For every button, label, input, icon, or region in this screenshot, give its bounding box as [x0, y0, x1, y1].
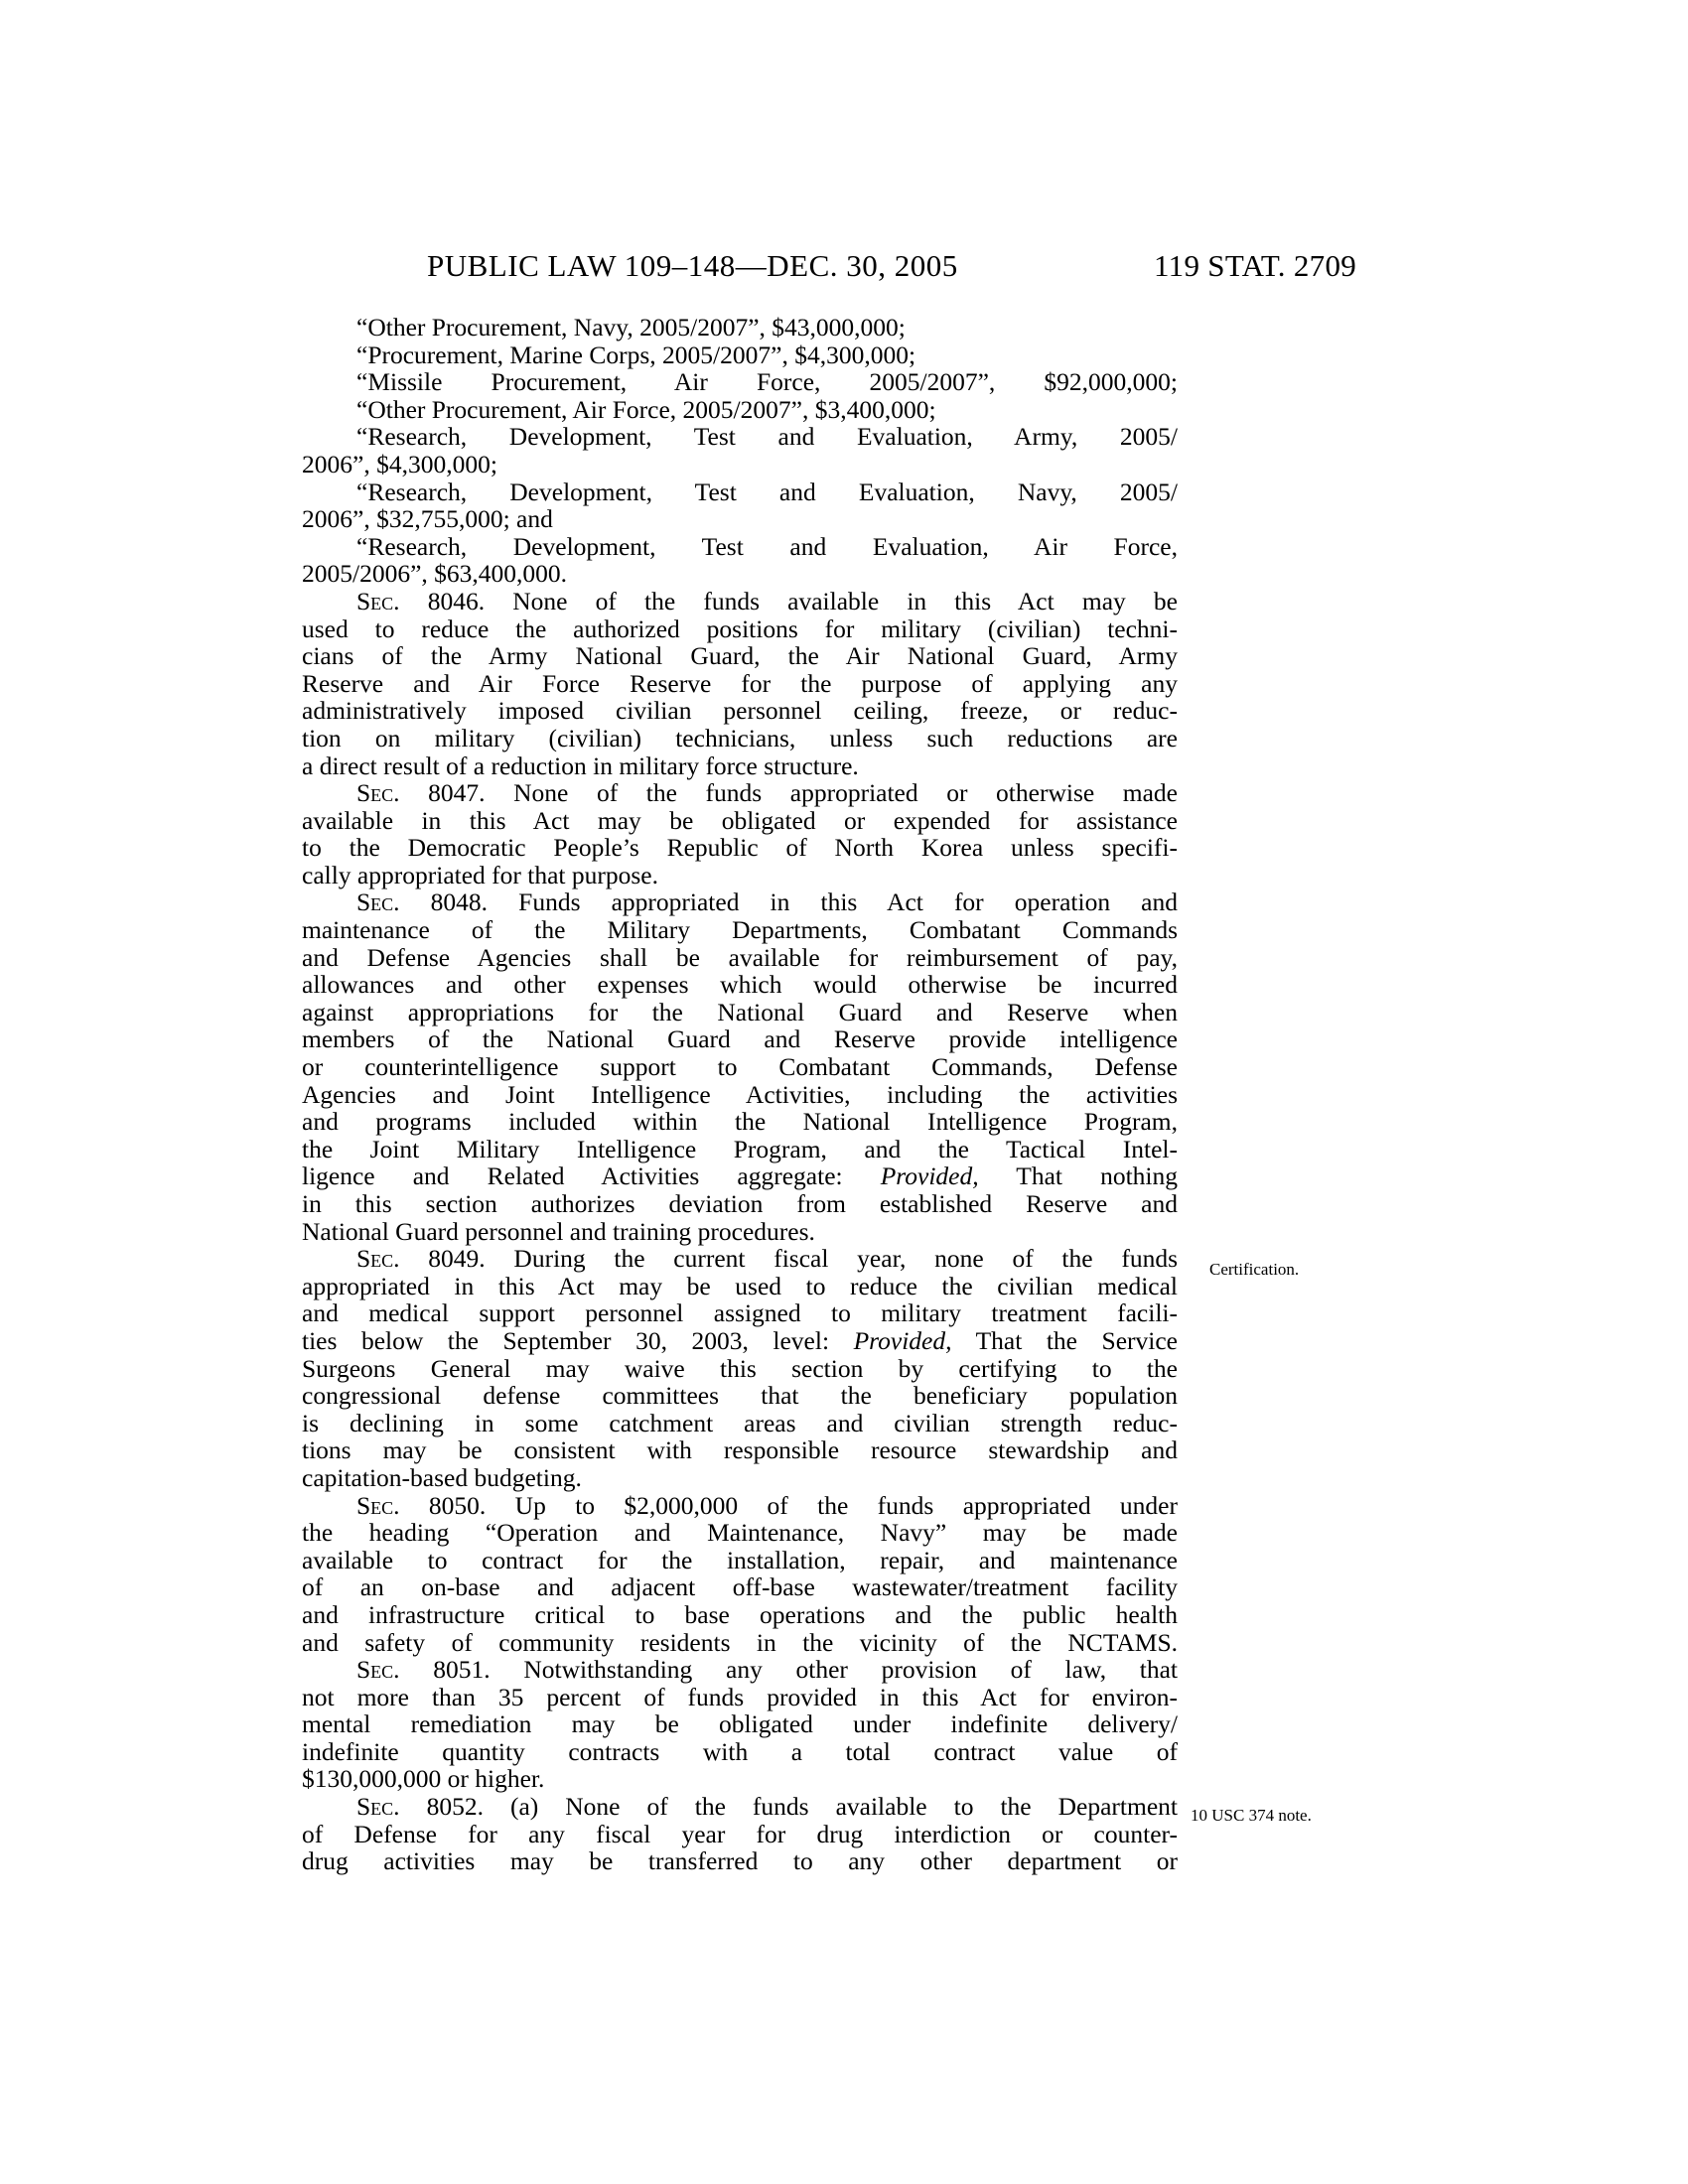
text-line [302, 1108, 1178, 1136]
line-text: members of the National Guard and Reserve provide intelligence [302, 1024, 1178, 1054]
line-text: “Research, Development, Test and Evaluation, Navy, 2005/ [356, 477, 1178, 506]
text-line [302, 341, 1178, 369]
proviso-italic: Provided, [880, 1161, 979, 1191]
text-line [302, 1519, 1178, 1547]
running-header [0, 248, 1688, 292]
line-text: congressional defense committees that the beneficiary population [302, 1381, 1178, 1411]
text-line [302, 368, 1178, 396]
text-line [302, 888, 1178, 916]
text-line [302, 807, 1178, 835]
line-text: 8050. Up to $2,000,000 of the funds appropriated under [399, 1490, 1178, 1520]
line-text: available to contract for the installation, repair, and maintenance [302, 1545, 1178, 1574]
text-line [302, 1190, 1178, 1218]
text-line [302, 1710, 1178, 1738]
line-text: and programs included within the National Intelligence Program, [302, 1107, 1178, 1137]
text-line [302, 999, 1178, 1026]
line-text: 2006”, $32,755,000; and [302, 504, 553, 534]
text-line [302, 451, 1178, 478]
line-text: “Other Procurement, Navy, 2005/2007”, $43,000,000; [356, 313, 906, 341]
line-text: and infrastructure critical to base operations and the public health [302, 1599, 1178, 1629]
section-label: Sec. [356, 1244, 400, 1274]
line-text: available in this Act may be obligated or expended for assistance [302, 805, 1178, 835]
text-line [302, 1821, 1178, 1848]
line-text: of Defense for any fiscal year for drug interdiction or counter- [302, 1819, 1178, 1848]
line-text: used to reduce the authorized positions for military (civilian) techni- [302, 614, 1178, 643]
text-line [302, 1684, 1178, 1711]
line-text: 8051. Notwithstanding any other provision of law, that [399, 1655, 1178, 1685]
text-line [302, 1355, 1178, 1383]
text-line [302, 1245, 1178, 1273]
text-line [302, 697, 1178, 725]
line-text: cians of the Army National Guard, the Air National Guard, Army [302, 641, 1178, 671]
text-line [302, 1081, 1178, 1109]
text-line [302, 752, 1178, 780]
text-line [302, 615, 1178, 643]
line-text: of an on-base and adjacent off-base wastewater/treatment facility [302, 1572, 1178, 1602]
text-line [302, 1492, 1178, 1520]
text-line [302, 642, 1178, 670]
line-text: and Defense Agencies shall be available for reimbursement of pay, [302, 942, 1178, 972]
line-text: capitation-based budgeting. [302, 1462, 582, 1492]
text-line [302, 423, 1178, 451]
text-line [302, 1436, 1178, 1464]
document-body [302, 314, 1178, 1875]
line-text: indefinite quantity contracts with a total contract value of [302, 1736, 1178, 1766]
line-text: tion on military (civilian) technicians, unless such reductions are [302, 723, 1178, 752]
text-line [302, 1299, 1178, 1327]
line-text: administratively imposed civilian personnel ceiling, freeze, or reduc- [302, 696, 1178, 726]
section-label: Sec. [356, 1490, 400, 1520]
public-law-title: PUBLIC LAW 109–148—DEC. 30, 2005 [427, 248, 958, 283]
text-line [302, 478, 1178, 506]
line-text: the Joint Military Intelligence Program, and the Tactical Intel- [302, 1134, 1178, 1163]
line-text: a direct result of a reduction in military force structure. [302, 751, 859, 780]
line-text: 8049. During the current fiscal year, none of the funds [399, 1244, 1178, 1274]
line-text: ligence and Related Activities aggregate: [302, 1161, 881, 1191]
section-label: Sec. [356, 1792, 400, 1822]
text-line [302, 725, 1178, 752]
text-line [302, 1547, 1178, 1574]
text-line [302, 1382, 1178, 1410]
margin-note-certification: Certification. [1209, 1260, 1300, 1279]
text-line [302, 1793, 1178, 1821]
text-line [302, 505, 1178, 533]
text-line [302, 1053, 1178, 1081]
text-line [302, 1601, 1178, 1629]
line-text: “Missile Procurement, Air Force, 2005/2007”, $92,000,000; [356, 367, 1178, 397]
text-line [302, 314, 1178, 341]
line-text-after: That nothing [978, 1161, 1178, 1191]
text-line [302, 916, 1178, 944]
text-line [302, 1273, 1178, 1300]
line-text: not more than 35 percent of funds provided in this Act for environ- [302, 1682, 1178, 1711]
text-line [302, 1738, 1178, 1766]
text-line [302, 588, 1178, 615]
line-text: 8046. None of the funds available in this Act may be [399, 586, 1178, 615]
text-line [302, 560, 1178, 588]
line-text: is declining in some catchment areas and civilian strength reduc- [302, 1408, 1178, 1437]
section-label: Sec. [356, 586, 400, 615]
line-text: appropriated in this Act may be used to reduce the civilian medical [302, 1271, 1178, 1300]
line-text: against appropriations for the National Guard and Reserve when [302, 997, 1178, 1026]
line-text: cally appropriated for that purpose. [302, 860, 658, 889]
statute-page-number: 119 STAT. 2709 [1154, 248, 1357, 283]
line-text: “Procurement, Marine Corps, 2005/2007”, $4,300,000; [356, 340, 916, 369]
text-line [302, 834, 1178, 862]
line-text: Reserve and Air Force Reserve for the purpose of applying any [302, 668, 1178, 698]
text-line [302, 1218, 1178, 1246]
section-label: Sec. [356, 778, 400, 808]
line-text: 2005/2006”, $63,400,000. [302, 559, 568, 589]
line-text: ties below the September 30, 2003, level: [302, 1325, 854, 1355]
text-line [302, 779, 1178, 807]
line-text: 8047. None of the funds appropriated or otherwise made [399, 778, 1178, 808]
section-label: Sec. [356, 887, 400, 917]
line-text: allowances and other expenses which would otherwise be incurred [302, 970, 1178, 1000]
text-line [302, 396, 1178, 424]
line-text: 8052. (a) None of the funds available to the Department [399, 1792, 1178, 1822]
line-text: “Other Procurement, Air Force, 2005/2007”, $3,400,000; [356, 394, 936, 424]
line-text: “Research, Development, Test and Evaluation, Air Force, [356, 531, 1178, 561]
text-line [302, 1629, 1178, 1657]
line-text: in this section authorizes deviation from established Reserve and [302, 1189, 1178, 1218]
line-text: or counterintelligence support to Combatant Commands, Defense [302, 1052, 1178, 1082]
text-line [302, 944, 1178, 972]
line-text: Surgeons General may waive this section by certifying to the [302, 1353, 1178, 1383]
text-line [302, 670, 1178, 698]
line-text: the heading “Operation and Maintenance, Navy” may be made [302, 1518, 1178, 1548]
text-line [302, 971, 1178, 999]
text-line [302, 1765, 1178, 1793]
text-line [302, 1847, 1178, 1875]
line-text: “Research, Development, Test and Evaluation, Army, 2005/ [356, 422, 1178, 452]
line-text: mental remediation may be obligated under indefinite delivery/ [302, 1709, 1178, 1739]
line-text: Agencies and Joint Intelligence Activities, including the activities [302, 1079, 1178, 1109]
line-text: and medical support personnel assigned to military treatment facili- [302, 1298, 1178, 1328]
line-text: drug activities may be transferred to any other department or [302, 1846, 1178, 1876]
text-line [302, 1410, 1178, 1437]
text-line [302, 862, 1178, 889]
line-text: to the Democratic People’s Republic of North Korea unless specifi- [302, 833, 1178, 863]
line-text: maintenance of the Military Departments, Combatant Commands [302, 915, 1178, 945]
text-line [302, 1136, 1178, 1163]
proviso-italic: Provided, [853, 1325, 952, 1355]
line-text: National Guard personnel and training procedures. [302, 1216, 815, 1246]
line-text: $130,000,000 or higher. [302, 1764, 545, 1794]
text-line [302, 1025, 1178, 1053]
text-line [302, 1573, 1178, 1601]
text-line [302, 1162, 1178, 1190]
line-text: and safety of community residents in the vicinity of the NCTAMS. [302, 1627, 1178, 1657]
line-text: 2006”, $4,300,000; [302, 449, 497, 478]
line-text: tions may be consistent with responsible resource stewardship and [302, 1435, 1178, 1465]
text-line [302, 533, 1178, 561]
section-label: Sec. [356, 1655, 400, 1685]
line-text-after: That the Service [951, 1325, 1178, 1355]
text-line [302, 1464, 1178, 1492]
text-line [302, 1656, 1178, 1684]
margin-note-usc: 10 USC 374 note. [1191, 1806, 1312, 1825]
line-text: 8048. Funds appropriated in this Act for operation and [399, 887, 1178, 917]
text-line [302, 1327, 1178, 1355]
